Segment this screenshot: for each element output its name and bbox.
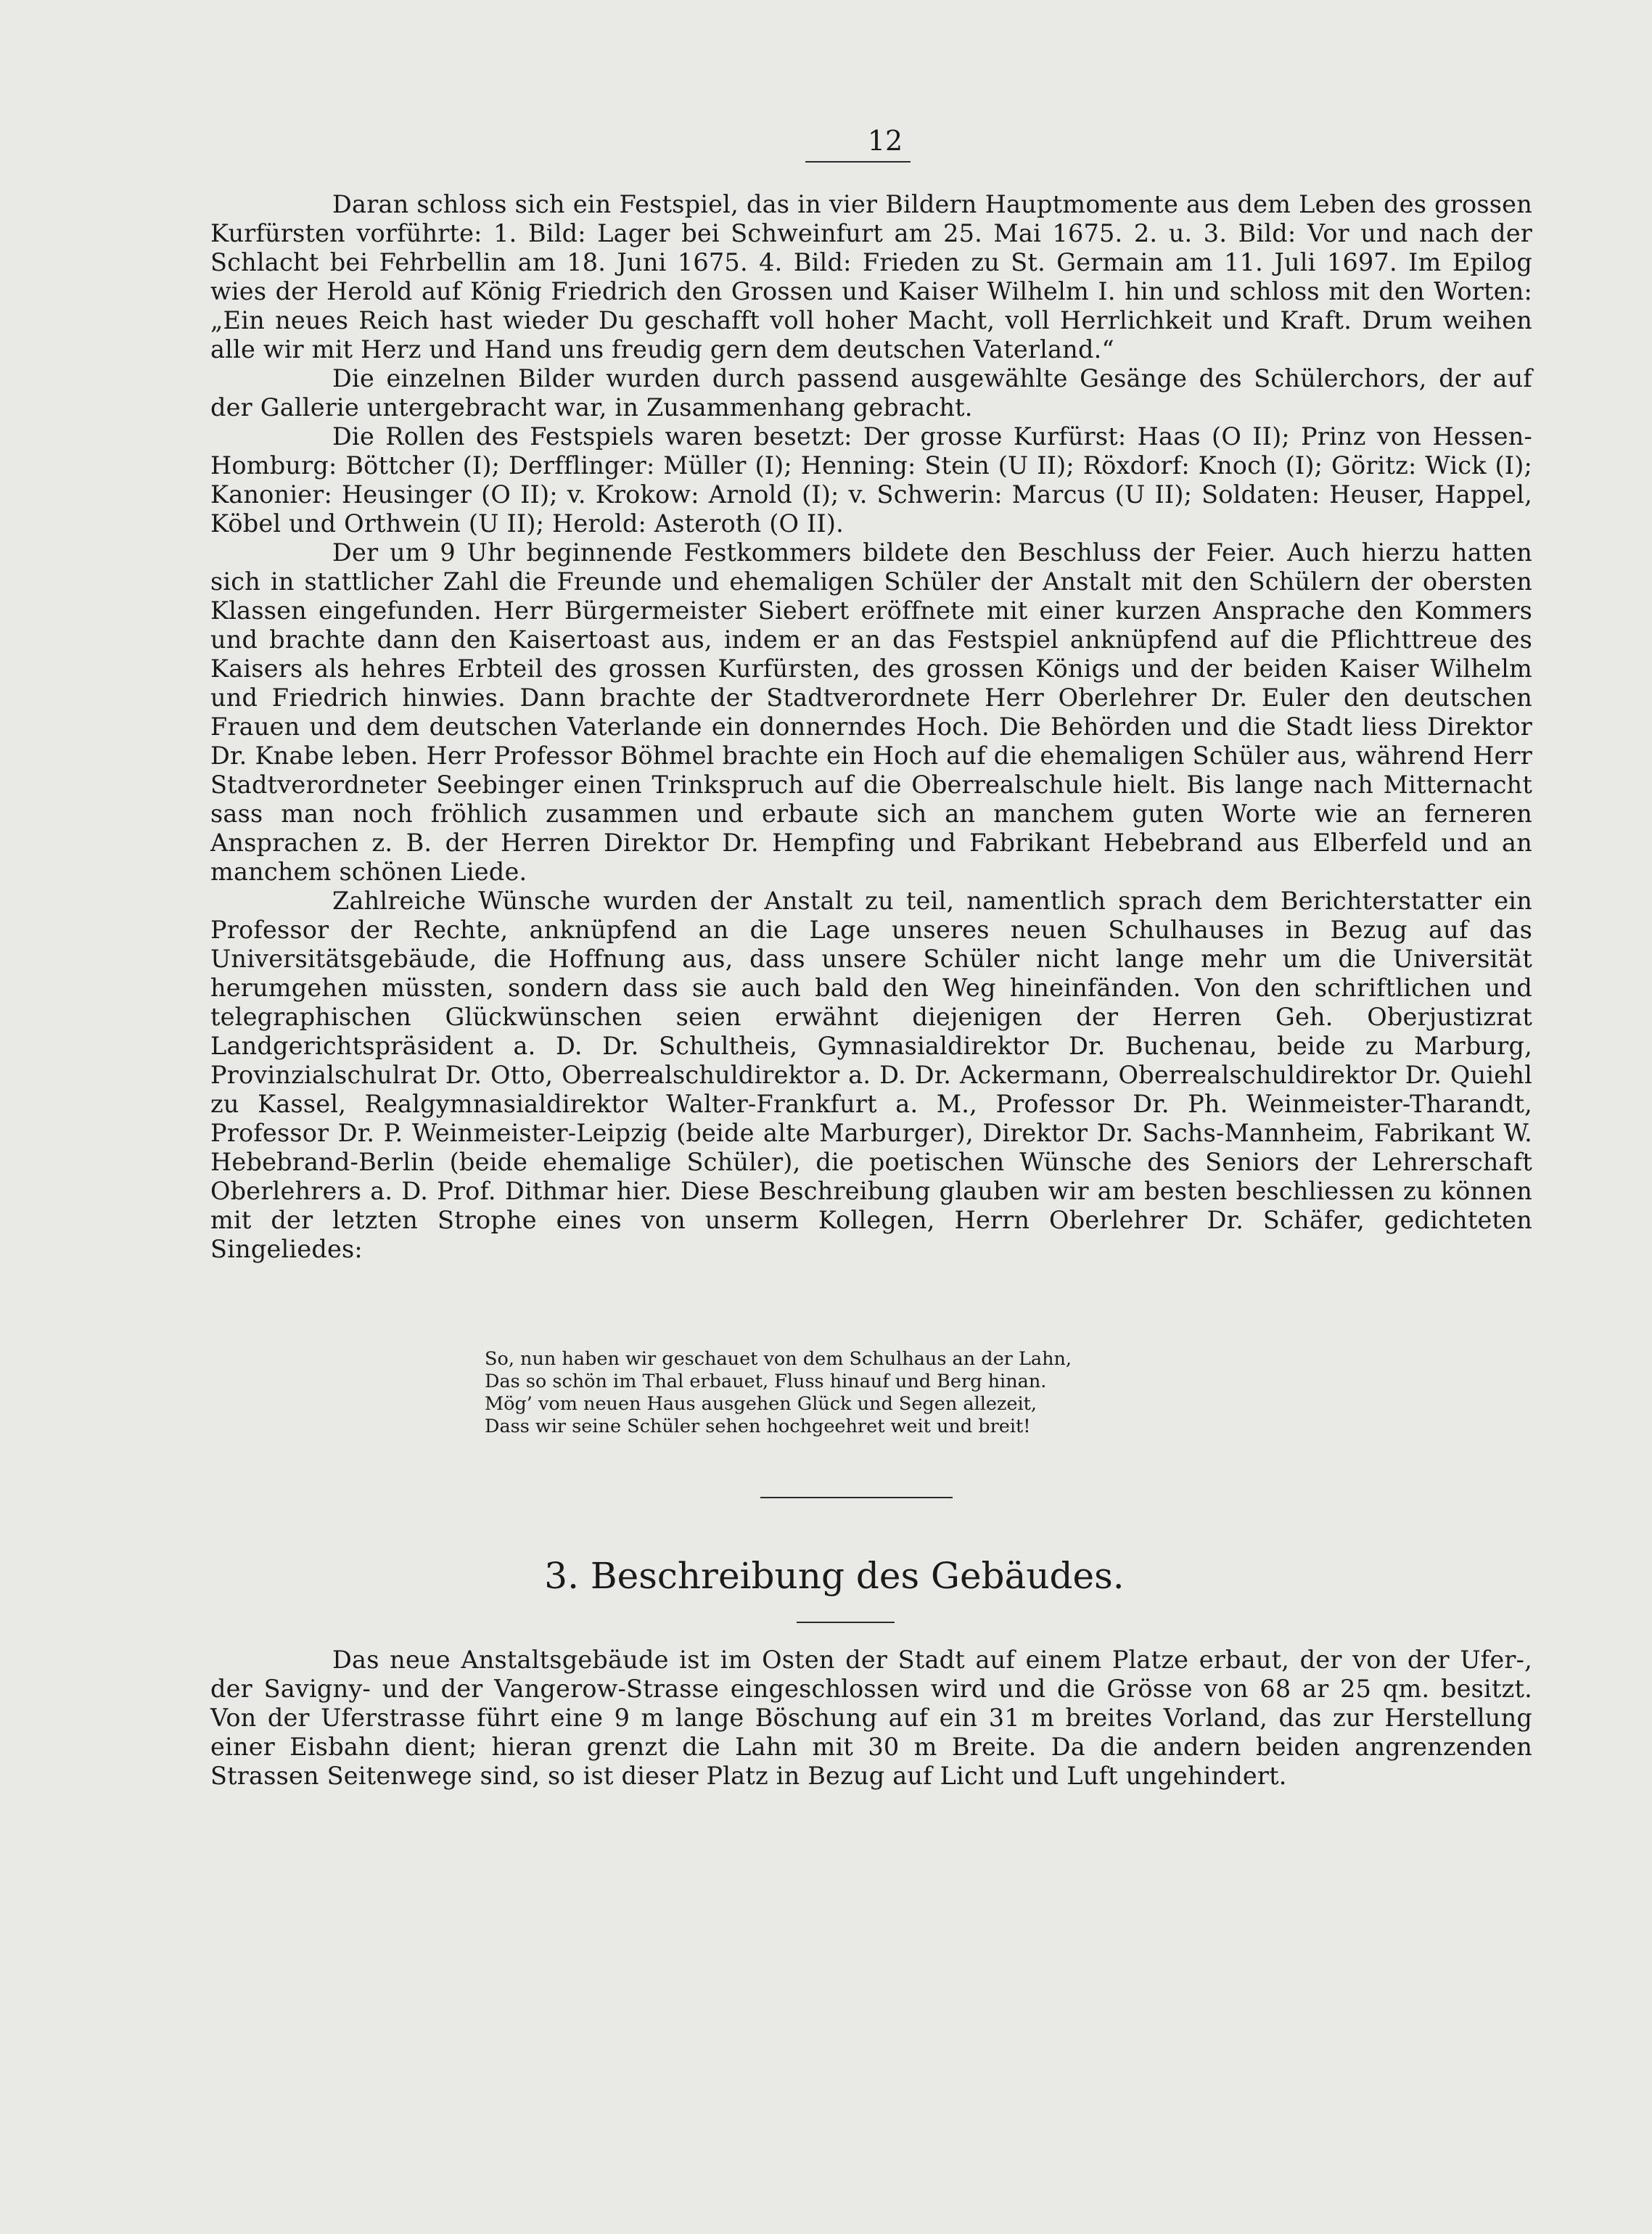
paragraph-rollen: Die Rollen des Festspiels waren besetzt: Der grosse Kurfürst: Haas (O II); Prinz von Hessen-Homburg: Böttcher (I); Derfflinger: Müller (I); Henning: Stein (U II); Röxdorf: Knoch (I); Göritz: Wick (I); Kanonier: Heusinger (O II); v. Krokow: Arnold (I); v. Schwerin: Marcus (U II); Soldaten: Heuser, Happel, Köbel und Orthwein (U II); Herold: Asteroth (O II). xyxy=(210,422,1532,538)
poem-line: Mög’ vom neuen Haus ausgehen Glück und Segen allezeit, xyxy=(485,1393,1037,1415)
paragraph-festkommers: Der um 9 Uhr beginnende Festkommers bildete den Beschluss der Feier. Auch hierzu hatten sich in stattlicher Zahl die Freunde und ehemaligen Schüler der Anstalt mit den Schülern der obersten Klassen eingefunden. Herr Bürgermeister Siebert eröffnete mit einer kurzen Ansprache den Kommers und brachte dann den Kaisertoast aus, indem er an das Festspiel anknüpfend auf die Pflichttreue des Kaisers als hehres Erbteil des grossen Kurfürsten, des grossen Königs und der beiden Kaiser Wilhelm und Friedrich hinwies. Dann brachte der Stadtverordnete Herr Oberlehrer Dr. Euler den deutschen Frauen und dem deutschen Vaterlande ein donnerndes Hoch. Die Behörden und die Stadt liess Direktor Dr. Knabe leben. Herr Professor Böhmel brachte ein Hoch auf die ehemaligen Schüler aus, während Herr Stadtverordneter Seebinger einen Trinkspruch auf die Oberrealschule hielt. Bis lange nach Mitternacht sass man noch fröhlich zusammen und erbaute sich an manchem guten Worte wie an ferneren Ansprachen z. B. der Herren Direktor Dr. Hempfing und Fabrikant Hebebrand aus Elberfeld und an manchem schönen Liede. xyxy=(210,538,1532,886)
page-number-rule xyxy=(805,161,911,163)
section-heading: 3. Beschreibung des Gebäudes. xyxy=(544,1555,1125,1597)
section-2-text xyxy=(210,190,1532,1264)
paragraph-wuensche: Zahlreiche Wünsche wurden der Anstalt zu teil, namentlich sprach dem Berichterstatter ein Professor der Rechte, anknüpfend an die Lage unseres neuen Schulhauses in Bezug auf das Universitätsgebäude, die Hoffnung aus, dass unsere Schüler nicht lange mehr um die Universität herumgehen müssten, sondern dass sie auch bald den Weg hineinfänden. Von den schriftlichen und telegraphischen Glückwünschen seien erwähnt diejenigen der Herren Geh. Oberjustizrat Landgerichtspräsident a. D. Dr. Schultheis, Gymnasialdirektor Dr. Buchenau, beide zu Marburg, Provinzialschulrat Dr. Otto, Oberrealschuldirektor a. D. Dr. Ackermann, Oberrealschuldirektor Dr. Quiehl zu Kassel, Realgymnasialdirektor Walter-Frankfurt a. M., Professor Dr. Ph. Weinmeister-Tharandt, Professor Dr. P. Weinmeister-Leipzig (beide alte Marburger), Direktor Dr. Sachs-Mannheim, Fabrikant W. Hebebrand-Berlin (beide ehemalige Schüler), die poetischen Wünsche des Seniors der Lehrerschaft Oberlehrers a. D. Prof. Dithmar hier. Diese Beschreibung glauben wir am besten beschliessen zu können mit der letzten Strophe eines von unserm Kollegen, Herrn Oberlehrer Dr. Schäfer, gedichteten Singeliedes: xyxy=(210,887,1532,1263)
poem-line: So, nun haben wir geschauet von dem Schulhaus an der Lahn, xyxy=(485,1348,1072,1370)
paragraph-festspiel: Daran schloss sich ein Festspiel, das in vier Bildern Hauptmomente aus dem Leben des grossen Kurfürsten vorführte: 1. Bild: Lager bei Schweinfurt am 25. Mai 1675. 2. u. 3. Bild: Vor und nach der Schlacht bei Fehrbellin am 18. Juni 1675. 4. Bild: Frieden zu St. Germain am 11. Juli 1697. Im Epilog wies der Herold auf König Friedrich den Grossen und Kaiser Wilhelm I. hin und schloss mit den Worten: „Ein neues Reich hast wieder Du geschafft voll hoher Macht, voll Herrlichkeit und Kraft. Drum weihen alle wir mit Herz und Hand uns freudig gern dem deutschen Vaterland.“ xyxy=(210,190,1532,364)
page-number: 12 xyxy=(867,125,903,157)
heading-underline-rule xyxy=(797,1622,895,1623)
poem-line: Das so schön im Thal erbauet, Fluss hinauf und Berg hinan. xyxy=(485,1371,1047,1392)
poem-stanza xyxy=(485,1348,1246,1438)
poem-line: Dass wir seine Schüler sehen hochgeehret weit und breit! xyxy=(485,1416,1031,1437)
section-divider-rule xyxy=(760,1497,953,1498)
paragraph-bilder: Die einzelnen Bilder wurden durch passend ausgewählte Gesänge des Schülerchors, der auf der Gallerie untergebracht war, in Zusammenhang gebracht. xyxy=(210,364,1532,422)
section-3-text xyxy=(210,1646,1532,1791)
paragraph-gebaeude: Das neue Anstaltsgebäude ist im Osten der Stadt auf einem Platze erbaut, der von der Ufer-, der Savigny- und der Vangerow-Strasse eingeschlossen wird und die Grösse von 68 ar 25 qm. besitzt. Von der Uferstrasse führt eine 9 m lange Böschung auf ein 31 m breites Vorland, das zur Herstellung einer Eisbahn dient; hieran grenzt die Lahn mit 30 m Breite. Da die andern beiden angrenzenden Strassen Seitenwege sind, so ist dieser Platz in Bezug auf Licht und Luft ungehindert. xyxy=(210,1646,1532,1790)
